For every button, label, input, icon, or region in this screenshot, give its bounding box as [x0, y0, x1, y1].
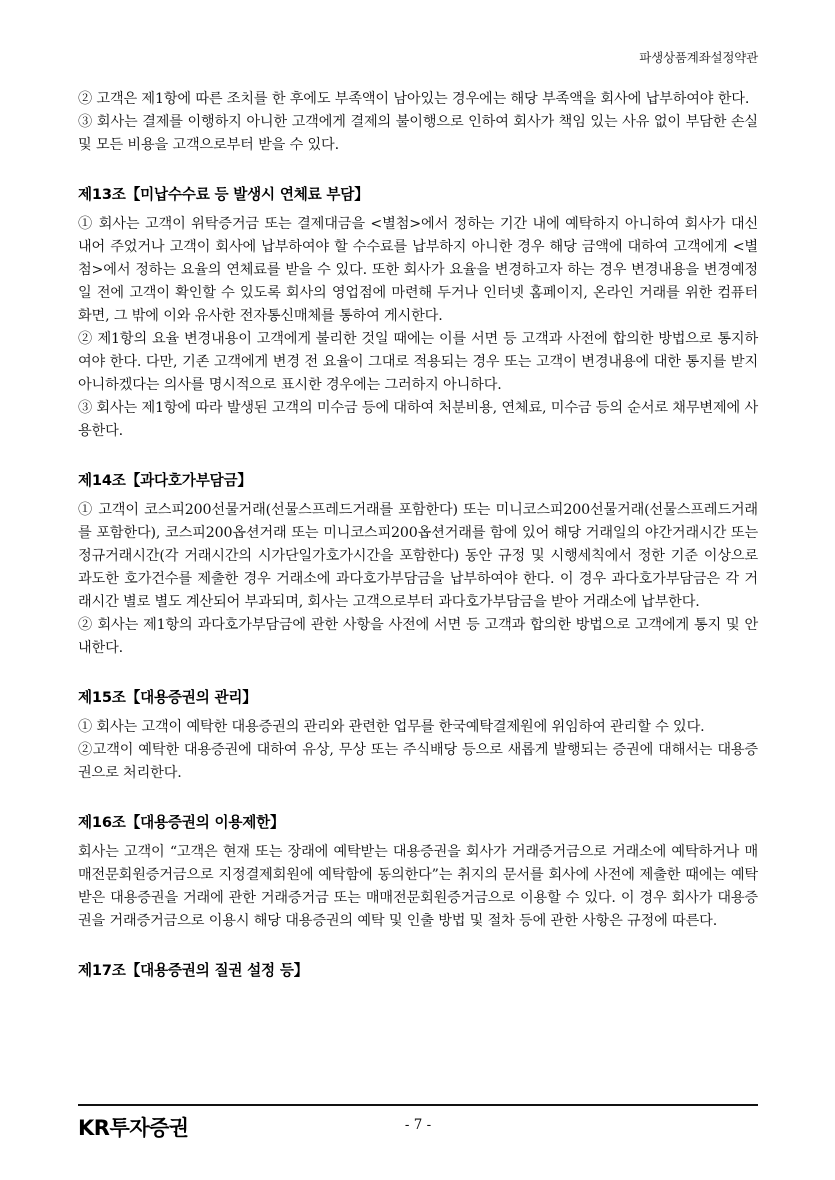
page-content — [78, 48, 758, 980]
intro-paragraphs — [78, 88, 758, 157]
paragraph: ② 고객은 제1항에 따른 조치를 한 후에도 부족액이 남아있는 경우에는 해당 부족액을 회사에 납부하여야 한다. — [78, 91, 750, 107]
paragraph: ②고객이 예탁한 대용증권에 대하여 유상, 무상 또는 주식배당 등으로 새롭게 발행되는 증권에 대해서는 대용증권으로 처리한다. — [78, 742, 758, 781]
company-logo: KR투자증권 — [78, 1116, 189, 1140]
paragraph: ① 회사는 고객이 위탁증거금 또는 결제대금을 <별첨>에서 정하는 기간 내에 예탁하지 아니하여 회사가 대신 내어 주었거나 고객이 회사에 납부하여야 할 수수료를 납부하지 아니한 경우 해당 금액에 대하여 고객에게 <별첨>에서 정하는 요율의 연체료를 받을 수 있다. 또한 회사가 요율을 변경하고자 하는 경우 변경내용을 변경예정일 전에 고객이 확인할 수 있도록 회사의 영업점에 마련해 두거나 인터넷 홈페이지, 온라인 거래를 위한 컴퓨터 화면, 그 밖에 이와 유사한 전자통신매체를 통하여 게시한다. — [78, 216, 758, 324]
paragraph: ② 제1항의 요율 변경내용이 고객에게 불리한 것일 때에는 이를 서면 등 고객과 사전에 합의한 방법으로 통지하여야 한다. 다만, 기존 고객에게 변경 전 요율이 그대로 적용되는 경우 또는 고객이 변경내용에 대한 통지를 받지 아니하겠다는 의사를 명시적으로 표시한 경우에는 그러하지 아니하다. — [78, 331, 758, 393]
paragraph: 회사는 고객이 “고객은 현재 또는 장래에 예탁받는 대용증권을 회사가 거래증거금으로 거래소에 예탁하거나 매매전문회원증거금으로 지정결제회원에 예탁함에 동의한다”는 취지의 문서를 회사에 사전에 제출한 때에는 예탁받은 대용증권을 거래에 관한 거래증거금 또는 매매전문회원증거금으로 이용할 수 있다. 이 경우 회사가 대용증권을 거래증거금으로 이용시 해당 대용증권의 예탁 및 인출 방법 및 절차 등에 관한 사항은 규정에 따른다. — [78, 844, 758, 929]
article-heading: 제13조【미납수수료 등 발생시 연체료 부담】 — [78, 186, 369, 203]
article-heading: 제17조【대용증권의 질권 설정 등】 — [78, 962, 309, 979]
paragraph: ② 회사는 제1항의 과다호가부담금에 관한 사항을 사전에 서면 등 고객과 합의한 방법으로 고객에게 통지 및 안내한다. — [78, 617, 758, 656]
page-number: - 7 - — [404, 1117, 432, 1133]
article-13 — [78, 183, 758, 443]
document-header-title: 파생상품계좌설정약관 — [639, 50, 758, 65]
paragraph: ③ 회사는 결제를 이행하지 아니한 고객에게 결제의 불이행으로 인하여 회사가 책임 있는 사유 없이 부담한 손실 및 모든 비용을 고객으로부터 받을 수 있다. — [78, 114, 758, 153]
article-14 — [78, 469, 758, 660]
article-17 — [78, 959, 758, 980]
article-heading: 제16조【대용증권의 이용제한】 — [78, 814, 285, 831]
paragraph: ① 고객이 코스피200선물거래(선물스프레드거래를 포함한다) 또는 미니코스피200선물거래(선물스프레드거래를 포함한다), 코스피200옵션거래 또는 미니코스피200옵션거래를 함에 있어 해당 거래일의 야간거래시간 또는 정규거래시간(각 거래시간의 시가단일가호가시간을 포함한다) 동안 규정 및 시행세칙에서 정한 기준 이상으로 과도한 호가건수를 제출한 경우 거래소에 과다호가부담금을 납부하여야 한다. 이 경우 과다호가부담금은 각 거래시간 별로 별도 계산되어 부과되며, 회사는 고객으로부터 과다호가부담금을 받아 거래소에 납부한다. — [78, 502, 758, 610]
paragraph: ① 회사는 고객이 예탁한 대용증권의 관리와 관련한 업무를 한국예탁결제원에 위임하여 관리할 수 있다. — [78, 719, 705, 735]
paragraph: ③ 회사는 제1항에 따라 발생된 고객의 미수금 등에 대하여 처분비용, 연체료, 미수금 등의 순서로 채무변제에 사용한다. — [78, 400, 758, 439]
page-footer — [78, 1104, 758, 1142]
article-15 — [78, 686, 758, 785]
article-heading: 제14조【과다호가부담금】 — [78, 472, 252, 489]
article-heading: 제15조【대용증권의 관리】 — [78, 689, 257, 706]
article-16 — [78, 811, 758, 933]
footer-divider — [78, 1104, 758, 1106]
